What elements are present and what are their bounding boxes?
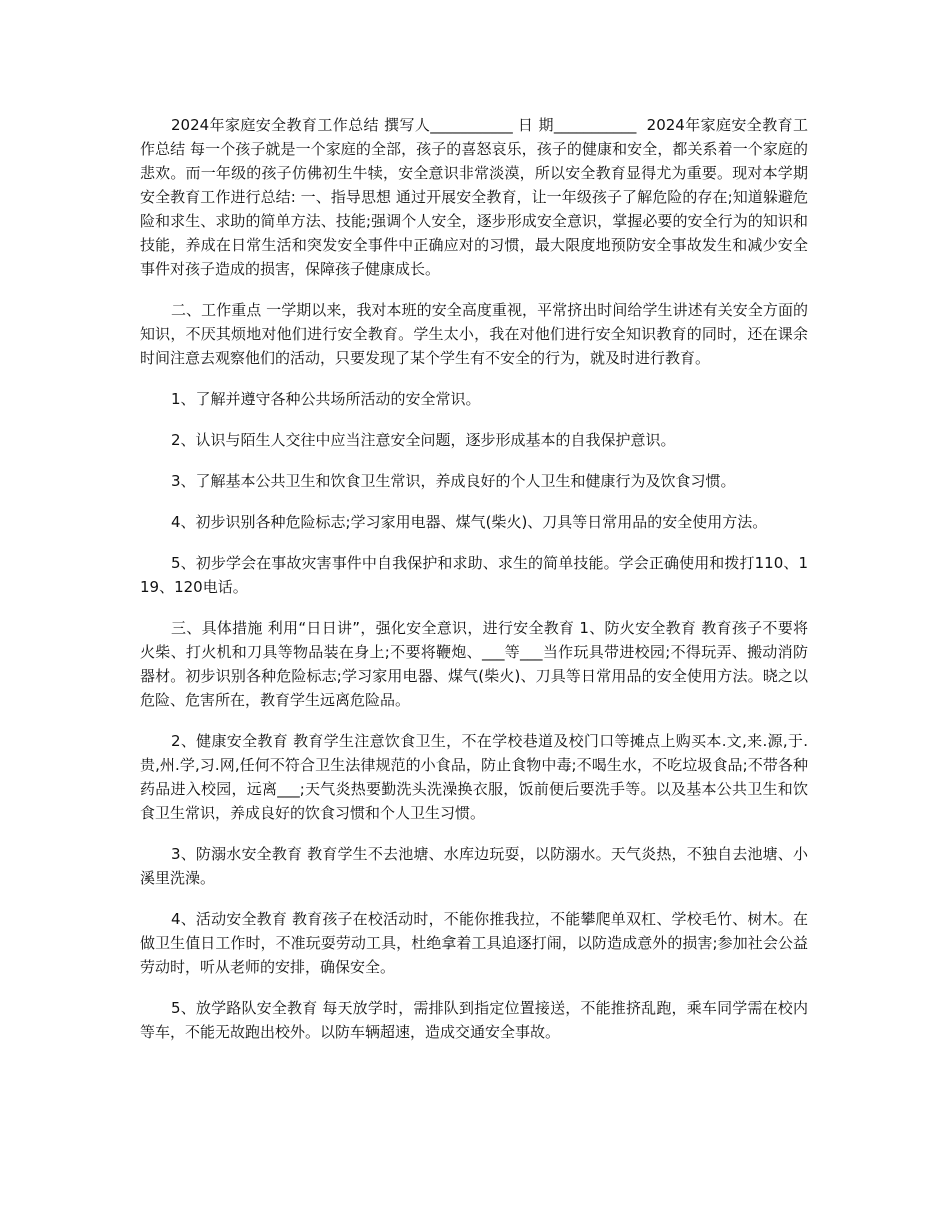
paragraph-item-1: 1、了解并遵守各种公共场所活动的安全常识。 — [171, 390, 481, 408]
paragraph-work-focus: 二、工作重点 一学期以来，我对本班的安全高度重视，平常挤出时间给学生讲述有关安全方面的知识，不厌其烦地对他们进行安全教育。学生太小，我在对他们进行安全知识教育的同时，还在课余时间注意去观察他们的活动，只要发现了某个学生有不安全的行为，就及时进行教育。 — [140, 301, 808, 367]
paragraph-item-3: 3、了解基本公共卫生和饮食卫生常识，养成良好的个人卫生和健康行为及饮食习惯。 — [171, 472, 736, 490]
paragraph-intro: 2024年家庭安全教育工作总结 撰写人___________ 日 期___________ 2024年家庭安全教育工作总结 每一个孩子就是一个家庭的全部，孩子的喜怒哀乐，孩子的健康和安全，都关系着一个家庭的悲欢。而一年级的孩子仿佛初生牛犊，安全意识非常淡漠，所以安全教育显得尤为重要。现对本学期安全教育工作进行总结: 一、指导思想 通过开展安全教育，让一年级孩子了解危险的存在;知道躲避危险和求生、求助的简单方法、技能;强调个人安全，逐步形成安全意识，掌握必要的安全行为的知识和技能，养成在日常生活和突发安全事件中正确应对的习惯，最大限度地预防安全事故发生和减少安全事件对孩子造成的损害，保障孩子健康成长。 — [140, 116, 808, 278]
document-page — [140, 113, 808, 1061]
paragraph-activity-safety: 4、活动安全教育 教育孩子在校活动时，不能你推我拉，不能攀爬单双杠、学校毛竹、树木。在做卫生值日工作时，不准玩耍劳动工具，杜绝拿着工具追逐打闹，以防造成意外的损害;参加社会公益劳动时，听从老师的安排，确保安全。 — [140, 910, 808, 976]
paragraph-dismissal-safety: 5、放学路队安全教育 每天放学时，需排队到指定位置接送，不能推挤乱跑，乘车同学需在校内等车，不能无故跑出校外。以防车辆超速，造成交通安全事故。 — [140, 999, 808, 1041]
paragraph-health-safety: 2、健康安全教育 教育学生注意饮食卫生，不在学校巷道及校门口等摊点上购买本.文,来.源,于.贵,州.学,习.网,任何不符合卫生法律规范的小食品，防止食物中毒;不喝生水，不吃垃圾食品;不带各种药品进入校园，远离___;天气炎热要勤洗头洗澡换衣服，饭前便后要洗手等。以及基本公共卫生和饮食卫生常识，养成良好的饮食习惯和个人卫生习惯。 — [140, 732, 808, 822]
paragraph-measures-fire-safety: 三、具体措施 利用“日日讲”，强化安全意识，进行安全教育 1、防火安全教育 教育孩子不要将火柴、打火机和刀具等物品装在身上;不要将鞭炮、___等___当作玩具带进校园;不得玩弄、搬动消防器材。初步识别各种危险标志;学习家用电器、煤气(柴火)、刀具等日常用品的安全使用方法。晓之以危险、危害所在，教育学生远离危险品。 — [140, 619, 808, 709]
paragraph-item-2: 2、认识与陌生人交往中应当注意安全问题，逐步形成基本的自我保护意识。 — [171, 431, 676, 449]
paragraph-item-5: 5、初步学会在事故灾害事件中自我保护和求助、求生的简单技能。学会正确使用和拨打110、119、120电话。 — [140, 554, 808, 596]
paragraph-item-4: 4、初步识别各种危险标志;学习家用电器、煤气(柴火)、刀具等日常用品的安全使用方法。 — [171, 513, 768, 531]
paragraph-drowning-safety: 3、防溺水安全教育 教育学生不去池塘、水库边玩耍，以防溺水。天气炎热，不独自去池塘、小溪里洗澡。 — [140, 845, 808, 887]
